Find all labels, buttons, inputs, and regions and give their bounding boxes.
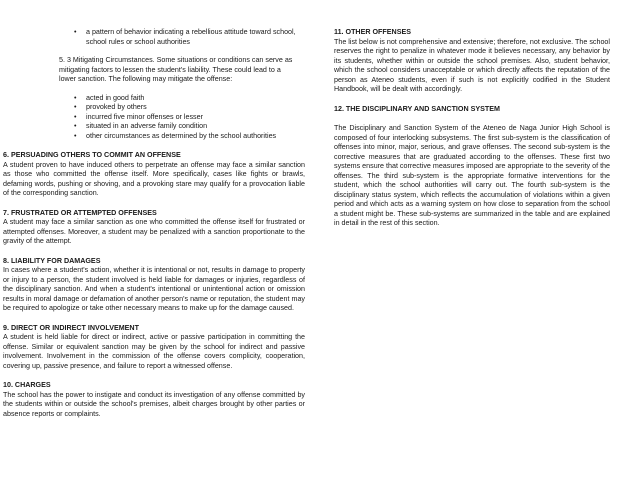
list-item-text: incurred five minor offenses or lesser (86, 112, 203, 121)
list-item (3, 113, 305, 123)
list-item-text: a pattern of behavior indicating a rebellious attitude toward school, school rules or school authorities (86, 28, 296, 46)
list-item (3, 94, 305, 104)
list-item-text: situated in an adverse family condition (86, 122, 208, 130)
section-body: A student may face a similar sanction as one who committed the offense itself for frustrated or attempted offenses. Moreover, a student may be penalized with a sanction proportionate to the gravity of the attempt. (3, 218, 305, 245)
list-item (3, 122, 305, 132)
list-item-text: provoked by others (86, 103, 147, 111)
section-body: A student proven to have induced others to perpetrate an offense may face a similar sanction as those who committed the offense itself. More specifically, cases like fights or brawls, defaming words, pushing or shoving, and a provoking stare may qualify for a provocation liable of the corresponding sanction. (3, 160, 305, 197)
section-disciplinary-system (334, 105, 610, 229)
section-heading: 6. PERSUADING OTHERS TO COMMIT AN OFFENSE (3, 151, 181, 159)
bullet-icon: • (74, 28, 77, 36)
section-heading: 9. DIRECT OR INDIRECT INVOLVEMENT (3, 323, 139, 332)
right-column (334, 28, 610, 229)
section-heading: 11. OTHER OFFENSES (334, 28, 411, 36)
left-column (3, 28, 305, 419)
list-item (3, 132, 305, 142)
section-direct-indirect-involvement (3, 324, 305, 372)
section-charges (3, 381, 305, 419)
list-item-text: other circumstances as determined by the school authorities (86, 131, 277, 140)
section-body: The list below is not comprehensive and extensive; therefore, not exclusive. The school reserves the right to penalize in whatever mode it believes necessary, any behavior by its students, whether within or outside the school premises. Also, student behavior, which the school considers unacceptable or which directly affects the reputation of the person as Ateneo students, even if such is not explicitly codified in the Student Handbook, will be dealt with accordingly. (334, 37, 610, 93)
section-heading: 10. CHARGES (3, 381, 51, 389)
bullet-icon: • (74, 103, 77, 111)
section-heading: 8. LIABILITY FOR DAMAGES (3, 256, 101, 265)
section-persuading-others (3, 151, 305, 199)
section-liability-for-damages (3, 257, 305, 314)
list-item (3, 103, 305, 113)
section-other-offenses (334, 28, 610, 95)
section-body: The school has the power to instigate and conduct its investigation of any offense committed by the students within or outside the school's premises, albeit charges brought by other parties or absence reports or complaints. (3, 390, 305, 418)
section-body: A student is held liable for direct or indirect, active or passive participation in committing the offense. Similar or equivalent sanction may be given by the school for indirect and passive involvement. Involvement in the commission of the offense covers complicity, cooperation, covering up, passive presence, and failure to report a witnessed offense. (3, 333, 305, 370)
mitigating-list (3, 94, 305, 142)
section-body: In cases where a student's action, whether it is intentional or not, results in damage to property or injury to a person, the student involved is held liable for damages or injuries, regardless of the disciplinary sanction. And when a student's intentional or unintentional action or omission results in moral damage or defamation of another person's name or reputation, the student may be required to apologize or take other necessary means to make up for the damage caused. (3, 266, 305, 312)
mitigating-circumstances-paragraph: 5. 3 Mitigating Circumstances. Some situations or conditions can serve as mitigating factors to lessen the student's liability. These could lead to a lower sanction. The following may mitigate the offense: (59, 56, 293, 83)
bullet-icon: • (74, 131, 77, 140)
aggravating-list (3, 28, 305, 47)
section-frustrated-offenses (3, 209, 305, 247)
section-body: The Disciplinary and Sanction System of the Ateneo de Naga Junior High School is composed of four interlocking subsystems. The first sub-system is the classification of offenses into minor, major, serious, and grave offenses. The second sub-system is the corrective measures that are graduated according to the offenses. These first two systems ensure that corrective measures imposed are appropriate to the severity of the offenses. The third sub-system is the appropriate formative interventions for the student, which the school authorities will carry out. The fourth sub-system is the disciplinary status system, which reflects the accumulation of violations within a given period and which acts as a warning system on how close to separation from the school a student might be. These sub-systems are summarized in the table and are explained in detail in the rest of this section. (334, 124, 610, 227)
list-item (3, 28, 305, 47)
section-heading: 7. FRUSTRATED OR ATTEMPTED OFFENSES (3, 208, 157, 217)
bullet-icon: • (74, 112, 77, 121)
bullet-icon: • (74, 122, 77, 130)
section-heading: 12. THE DISCIPLINARY AND SANCTION SYSTEM (334, 104, 500, 113)
bullet-icon: • (74, 93, 77, 102)
list-item-text: acted in good faith (86, 93, 145, 102)
